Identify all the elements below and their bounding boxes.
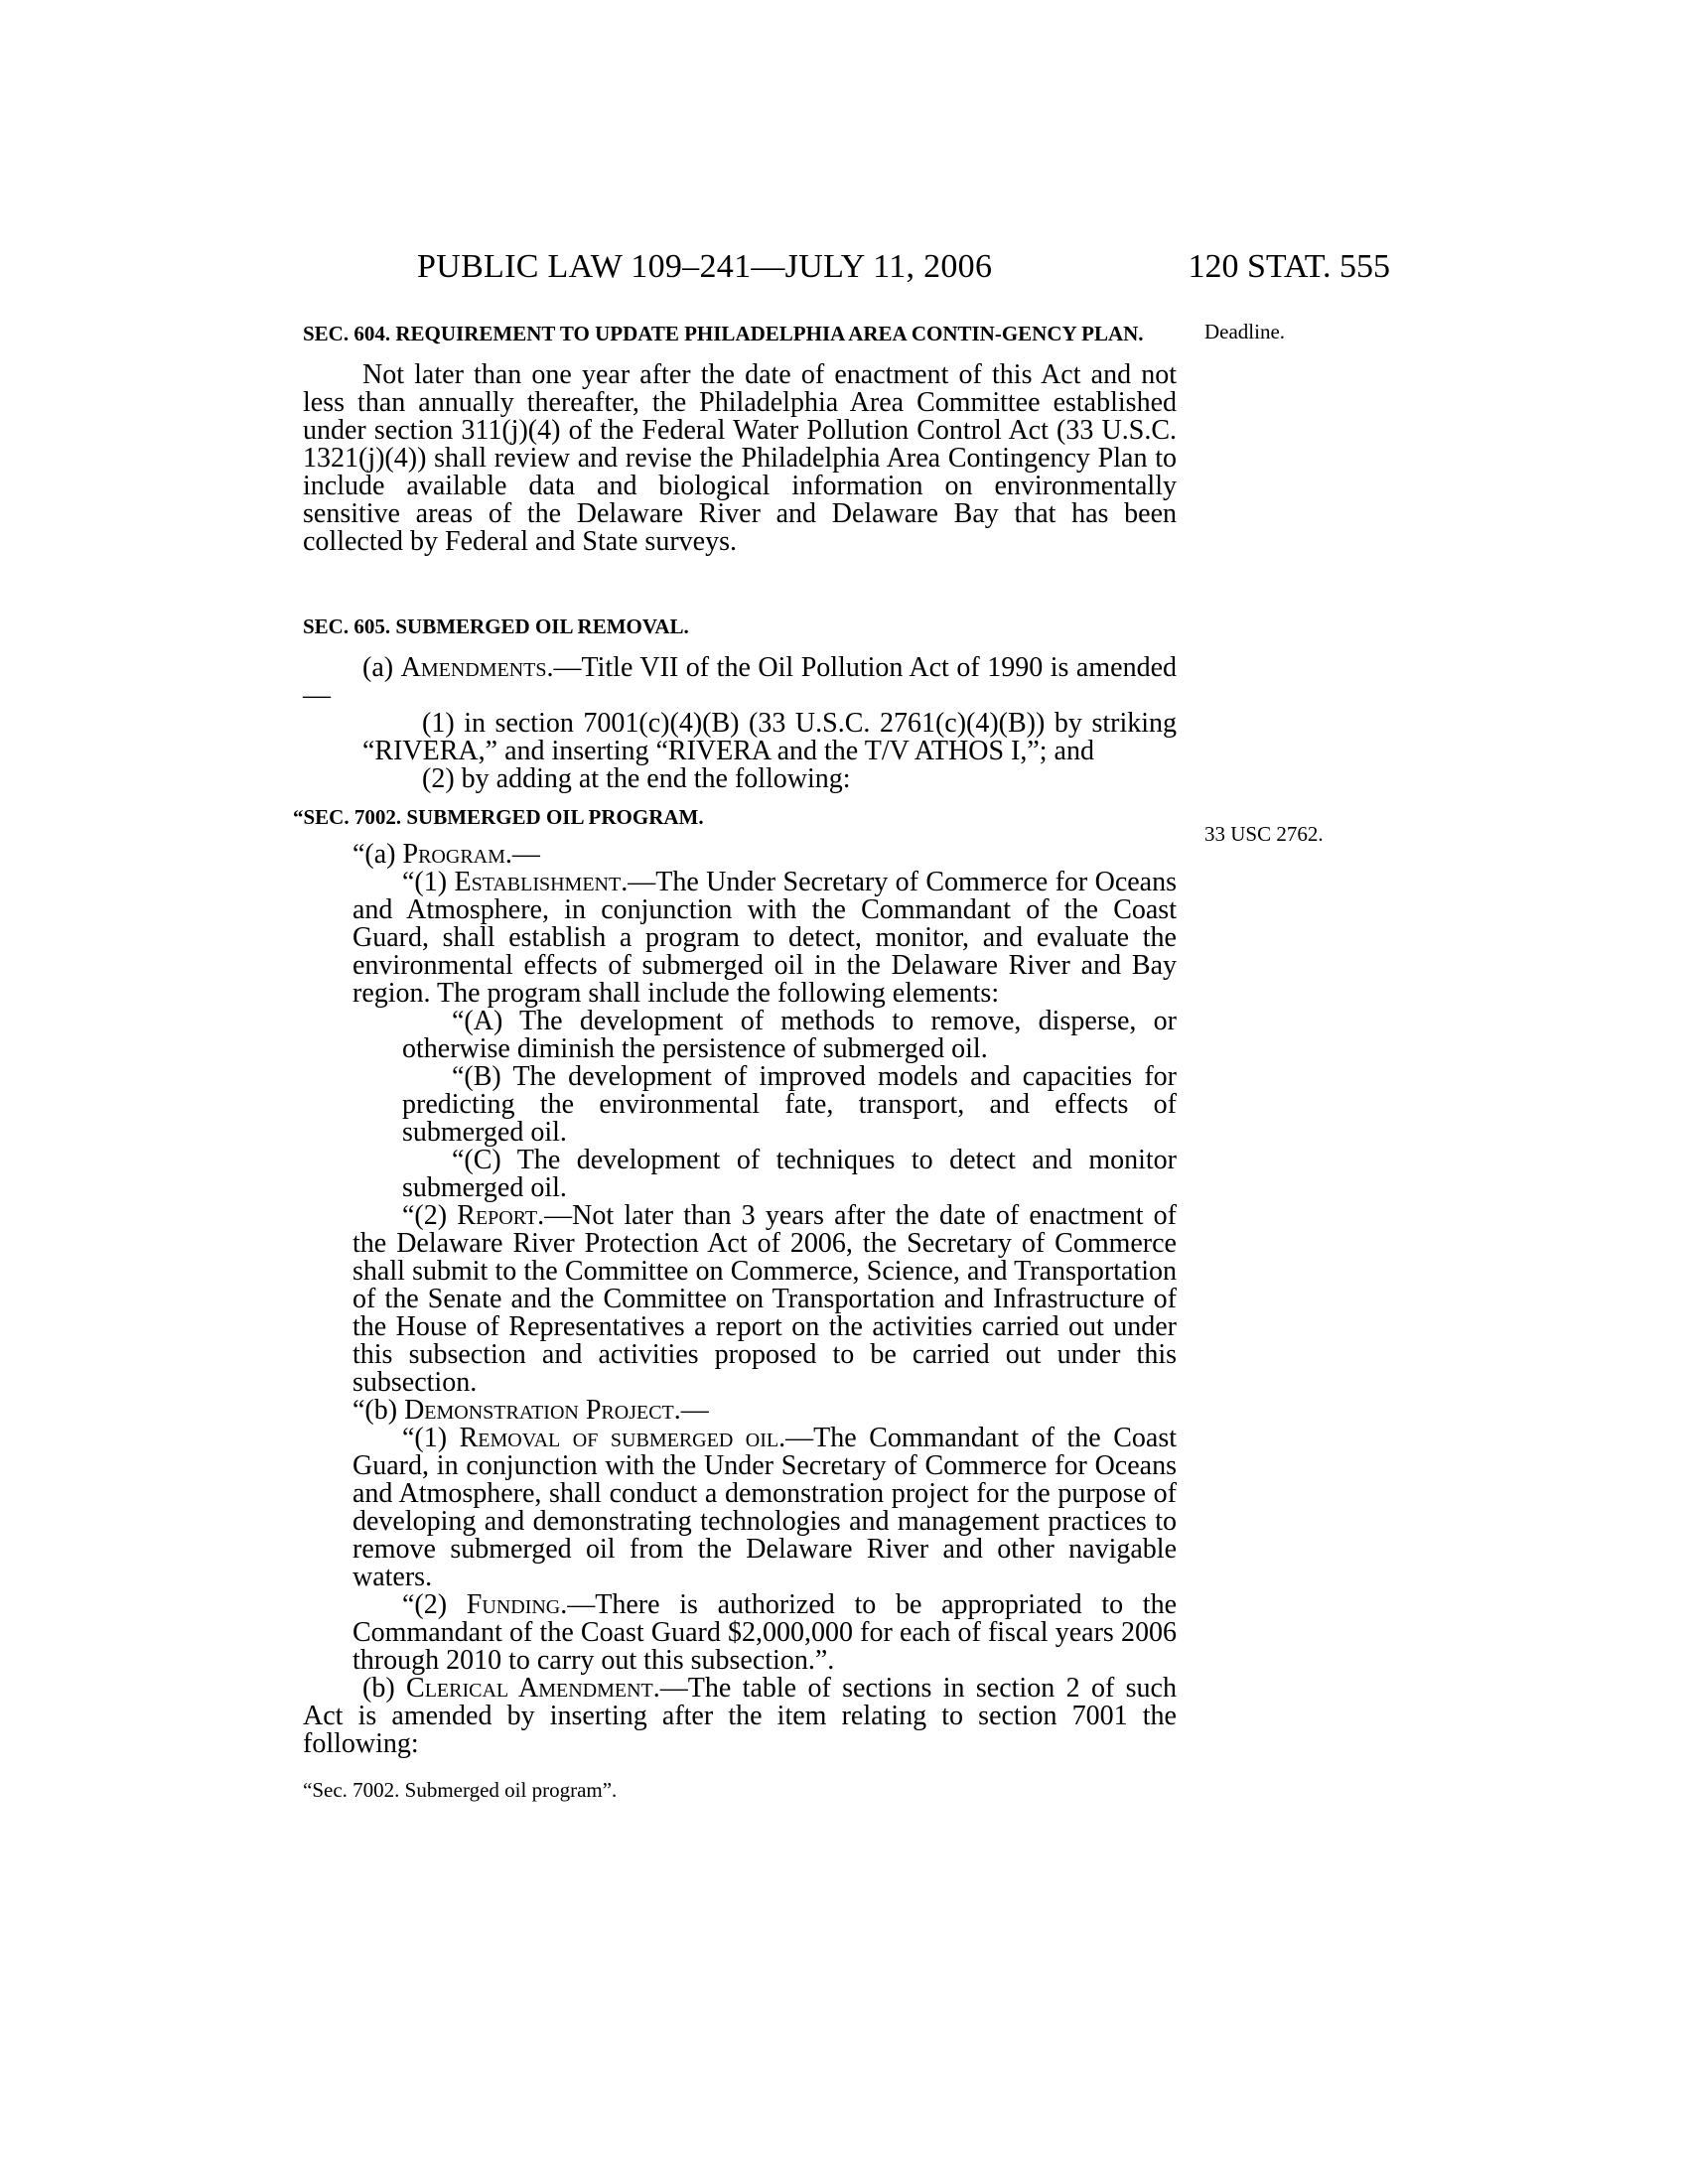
establishment-text: —The Under Secretary of Commerce for Oceans and Atmosphere, in conjunction with the Commandant of the Coast Guard, shall establish a program to detect, monitor, and evaluate the environmental effects of submerged oil in the Delaware River and Bay region. The program shall include the following elements:	[352, 867, 1178, 1009]
report-text: —Not later than 3 years after the date of enactment of the Delaware River Protection Act of 2006, the Secretary of Commerce shall submit to the Committee on Commerce, Science, and Transportation of the Senate and the Committee on Transportation and Infrastructure of the House of Representatives a report on the activities carried out under this subsection and activities proposed to be carried out under this subsection.	[352, 1200, 1177, 1398]
demonstration-dash: —	[680, 1395, 709, 1426]
table-of-sections-item: “Sec. 7002. Submerged oil program”.	[303, 1778, 618, 1802]
program-dash: —	[511, 839, 540, 870]
paragraph-funding	[303, 1591, 1177, 1675]
funding-text: —There is authorized to be appropriated to the Commandant of the Coast Guard $2,000,000 for each of fiscal years 2006 through 2010 to carry out this subsection.”.	[352, 1589, 1178, 1676]
element-a: “(A) The development of methods to remove, disperse, or otherwise diminish the persistence of submerged oil.	[402, 1006, 1177, 1064]
margin-note-usc: 33 USC 2762.	[1204, 822, 1324, 846]
section-605	[293, 613, 1178, 1803]
subsection-b-clerical	[303, 1675, 1177, 1758]
subsection-7002-a	[303, 841, 1177, 869]
removal-text: —The Commandant of the Coast Guard, in conjunction with the Under Secretary of Commerce for Oceans and Atmosphere, shall conduct a demonstration project for the purpose of developing and demonstrating technologies and management practices to remove submerged oil from the Delaware River and other navigable waters.	[352, 1423, 1177, 1592]
program-label: “(a)	[352, 839, 403, 870]
funding-caption: Funding.	[466, 1589, 568, 1620]
subsection-b-caption: Clerical Amendment.	[406, 1673, 660, 1704]
section-604-heading: SEC. 604. REQUIREMENT TO UPDATE PHILADELPHIA AREA CONTIN-GENCY PLAN.	[303, 322, 1144, 345]
demonstration-label: “(b)	[352, 1395, 405, 1426]
program-caption: Program.	[402, 839, 512, 870]
paragraph-report	[303, 1202, 1177, 1397]
subsection-b-label: (b)	[362, 1673, 407, 1704]
subsection-b-text: —The table of sections in section 2 of such Act is amended by inserting after the item relating to section 7001 the following:	[303, 1673, 1177, 1759]
paragraph-establishment	[303, 869, 1177, 1008]
running-head: PUBLIC LAW 109–241—JULY 11, 2006	[417, 248, 993, 285]
paragraph-a1: (1) in section 7001(c)(4)(B) (33 U.S.C. 2761(c)(4)(B)) by striking “RIVERA,” and inserting “RIVERA and the T/V ATHOS I,”; and	[362, 708, 1177, 766]
page-header	[417, 248, 1390, 292]
statute-page-reference: 120 STAT. 555	[1188, 248, 1390, 285]
funding-label: “(2)	[402, 1589, 467, 1620]
establishment-label: “(1)	[402, 867, 455, 897]
subsection-a-text: —Title VII of the Oil Pollution Act of 1990 is amended—	[303, 652, 1177, 711]
removal-caption: Removal of submerged oil.	[459, 1423, 786, 1453]
paragraph-removal	[303, 1425, 1177, 1591]
margin-note-deadline: Deadline.	[1204, 320, 1286, 343]
removal-label: “(1)	[402, 1423, 460, 1453]
section-7002-heading: “SEC. 7002. SUBMERGED OIL PROGRAM.	[293, 805, 704, 829]
section-604-body: Not later than one year after the date of enactment of this Act and not less than annually thereafter, the Philadelphia Area Committee established under section 311(j)(4) of the Federal Water Pollution Control Act (33 U.S.C. 1321(j)(4)) shall review and revise the Philadelphia Area Contingency Plan to include available data and biological information on environmentally sensitive areas of the Delaware River and Delaware Bay that has been collected by Federal and State surveys.	[303, 359, 1177, 557]
subsection-a-label: (a)	[362, 652, 401, 683]
report-caption: Report.	[457, 1200, 545, 1231]
paragraph-a2: (2) by adding at the end the following:	[422, 763, 851, 794]
subsection-a-amendments	[303, 654, 1177, 710]
section-605-heading: SEC. 605. SUBMERGED OIL REMOVAL.	[303, 614, 689, 638]
demonstration-caption: Demonstration Project.	[404, 1395, 681, 1426]
subsection-7002-b	[303, 1397, 1177, 1425]
section-604	[303, 320, 1177, 556]
report-label: “(2)	[402, 1200, 458, 1231]
element-c: “(C) The development of techniques to detect and monitor submerged oil.	[402, 1145, 1177, 1203]
element-b: “(B) The development of improved models and capacities for predicting the environmental fate, transport, and effects of submerged oil.	[402, 1061, 1177, 1148]
subsection-a-caption: Amendments.	[400, 652, 554, 683]
establishment-caption: Establishment.	[454, 867, 629, 897]
